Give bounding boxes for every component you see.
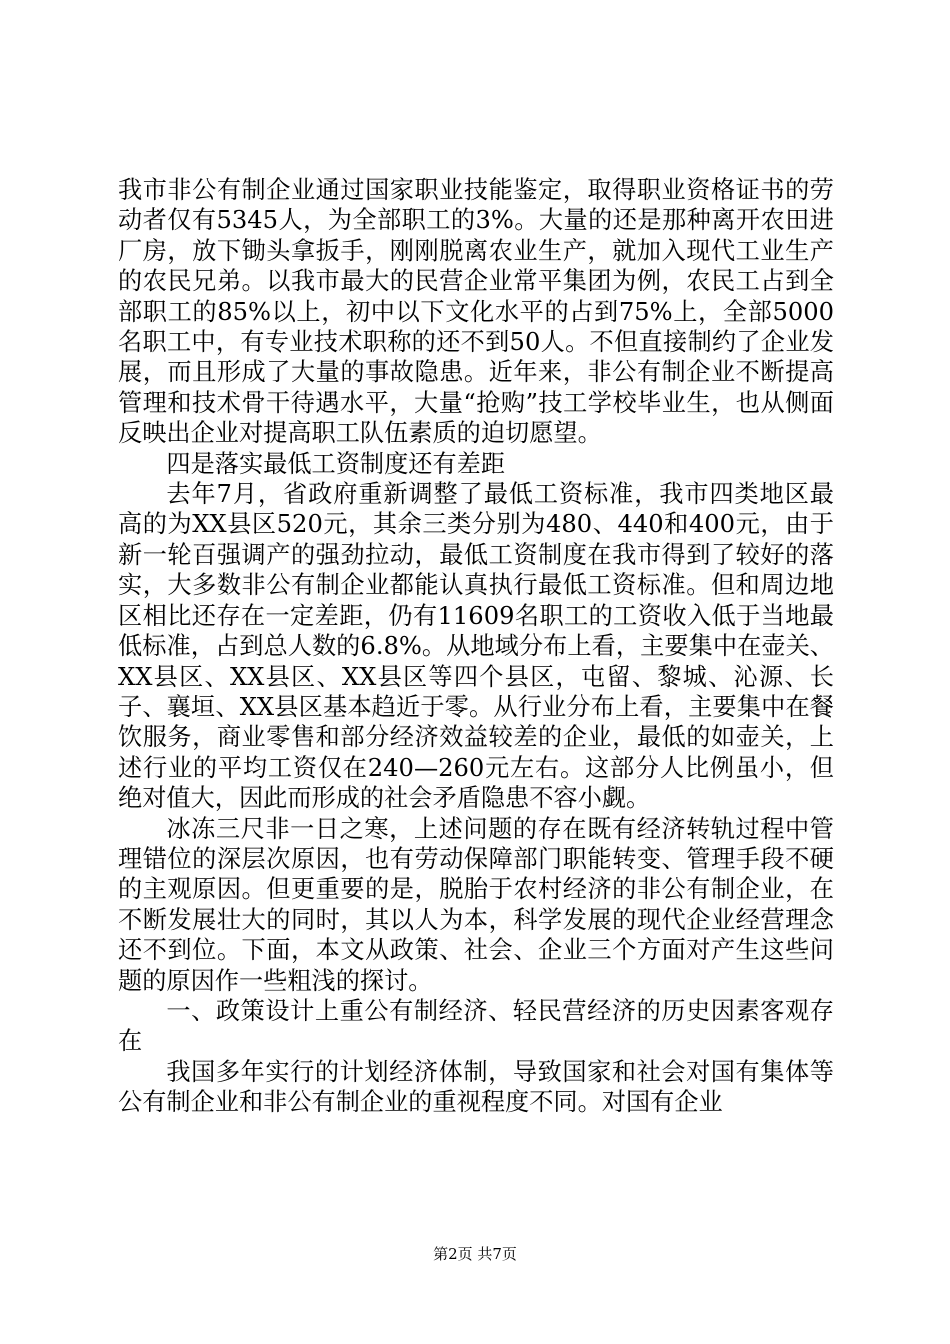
paragraph-skills: 我市非公有制企业通过国家职业技能鉴定，取得职业资格证书的劳动者仅有5345人，为全部职工的3%。大量的还是那种离开农田进厂房，放下锄头拿扳手，刚刚脱离农业生产，就加入现代工业生产的农民兄弟。以我市最大的民营企业常平集团为例，农民工占到全部职工的85%以上，初中以下文化水平的占到75%上，全部5000名职工中，有专业技术职称的还不到50人。不但直接制约了企业发展，而且形成了大量的事故隐患。近年来，非公有制企业不断提高管理和技术骨干待遇水平，大量“抢购”技工学校毕业生，也从侧面反映出企业对提高职工队伍素质的迫切愿望。 <box>118 176 834 448</box>
paragraph-planned-economy: 我国多年实行的计划经济体制，导致国家和社会对国有集体等公有制企业和非公有制企业的重视程度不同。对国有企业 <box>118 1057 834 1117</box>
section-heading-policy: 一、政策设计上重公有制经济、轻民营经济的历史因素客观存在 <box>118 996 834 1056</box>
paragraph-causes-intro: 冰冻三尺非一日之寒，上述问题的存在既有经济转轨过程中管理错位的深层次原因，也有劳动保障部门职能转变、管理手段不硬的主观原因。但更重要的是，脱胎于农村经济的非公有制企业，在不断发展壮大的同时，其以人为本，科学发展的现代企业经营理念还不到位。下面，本文从政策、社会、企业三个方面对产生这些问题的原因作一些粗浅的探讨。 <box>118 814 834 995</box>
document-body <box>118 175 834 1118</box>
section-heading-minimum-wage: 四是落实最低工资制度还有差距 <box>166 449 506 478</box>
page-number-footer: 第2页 共7页 <box>433 1245 517 1263</box>
paragraph-minimum-wage: 去年7月，省政府重新调整了最低工资标准，我市四类地区最高的为XX县区520元，其余三类分别为480、440和400元，由于新一轮百强调产的强劲拉动，最低工资制度在我市得到了较好的落实，大多数非公有制企业都能认真执行最低工资标准。但和周边地区相比还存在一定差距，仍有11609名职工的工资收入低于当地最低标准，占到总人数的6.8%。从地域分布上看，主要集中在壶关、XX县区、XX县区、XX县区等四个县区，屯留、黎城、沁源、长子、襄垣、XX县区基本趋近于零。从行业分布上看，主要集中在餐饮服务，商业零售和部分经济效益较差的企业，最低的如壶关，上述行业的平均工资仅在240—260元左右。这部分人比例虽小，但绝对值大，因此而形成的社会矛盾隐患不容小觑。 <box>118 480 834 813</box>
